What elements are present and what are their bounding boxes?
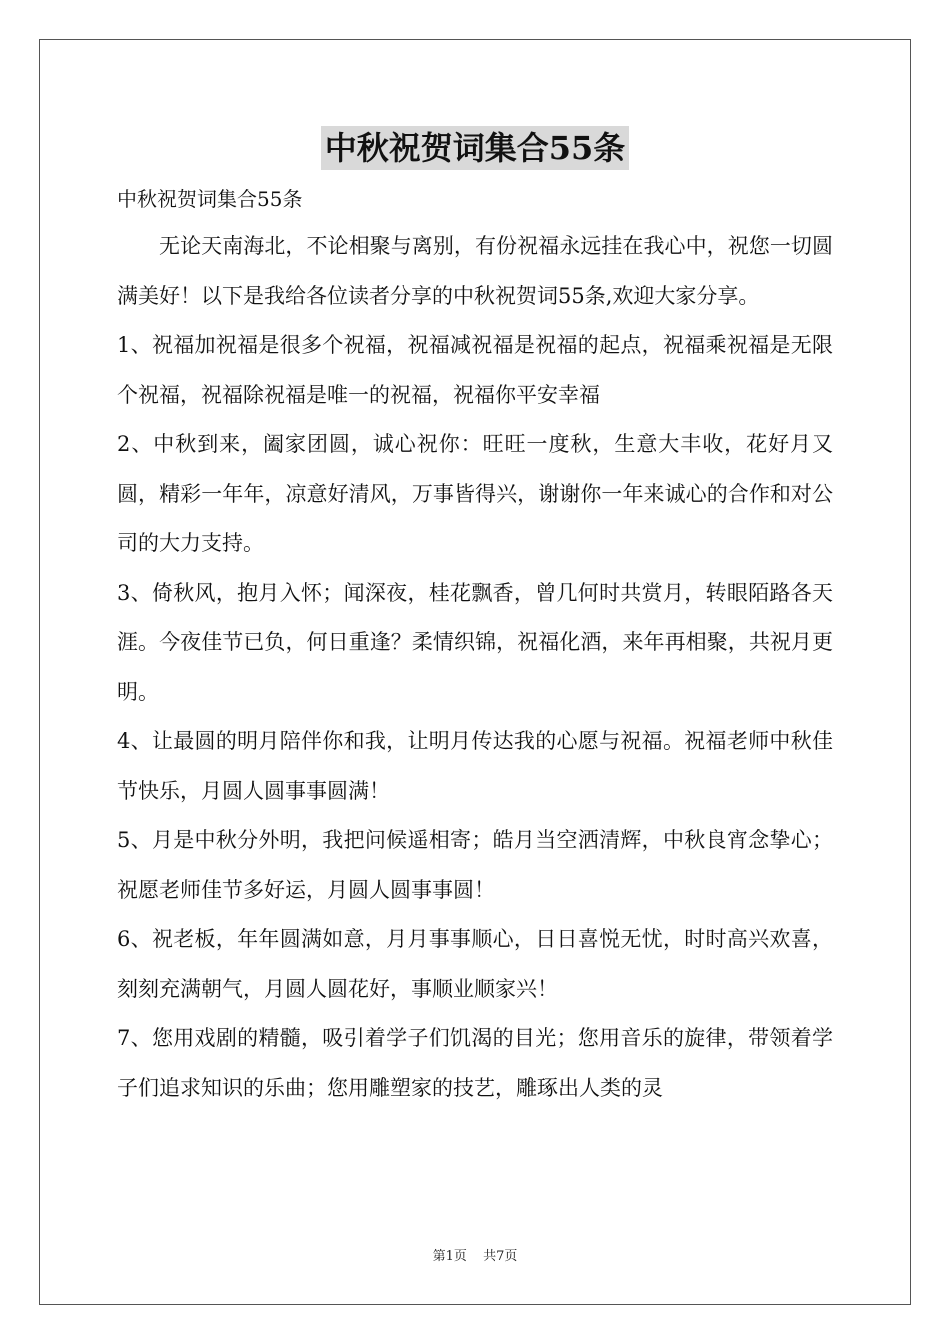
document-title: 中秋祝贺词集合55条 [321,126,630,170]
page-footer [0,1245,950,1264]
page-total: 共7页 [483,1249,518,1264]
intro-paragraph: 无论天南海北，不论相聚与离别，有份祝福永远挂在我心中，祝您一切圆满美好！以下是我给各位读者分享的中秋祝贺词55条,欢迎大家分享。 [117,234,833,308]
document-subtitle: 中秋祝贺词集合55条 [117,187,303,211]
list-item: 3、倚秋风，抱月入怀；闻深夜，桂花飘香，曾几何时共赏月，转眼陌路各天涯。今夜佳节已负，何日重逢？柔情织锦，祝福化酒，来年再相聚，共祝月更明。 [117,580,833,704]
page-number: 第1页 [432,1249,467,1264]
list-item: 2、中秋到来，阖家团圆，诚心祝你：旺旺一度秋，生意大丰收，花好月又圆，精彩一年年，凉意好清风，万事皆得兴，谢谢你一年来诚心的合作和对公司的大力支持。 [117,432,833,555]
list-item: 4、让最圆的明月陪伴你和我，让明月传达我的心愿与祝福。祝福老师中秋佳节快乐，月圆人圆事事圆满！ [117,729,833,803]
list-item: 7、您用戏剧的精髓，吸引着学子们饥渴的目光；您用音乐的旋律，带领着学子们追求知识的乐曲；您用雕塑家的技艺，雕琢出人类的灵 [117,1026,833,1100]
list-item: 5、月是中秋分外明，我把问候遥相寄；皓月当空洒清辉，中秋良宵念挚心；祝愿老师佳节多好运，月圆人圆事事圆！ [117,828,833,902]
document-body [117,184,833,1113]
title-area [0,126,950,170]
list-item: 1、祝福加祝福是很多个祝福，祝福减祝福是祝福的起点，祝福乘祝福是无限个祝福，祝福除祝福是唯一的祝福，祝福你平安幸福 [117,333,833,407]
list-item: 6、祝老板，年年圆满如意，月月事事顺心，日日喜悦无忧，时时高兴欢喜，刻刻充满朝气，月圆人圆花好，事顺业顺家兴！ [117,927,833,1001]
